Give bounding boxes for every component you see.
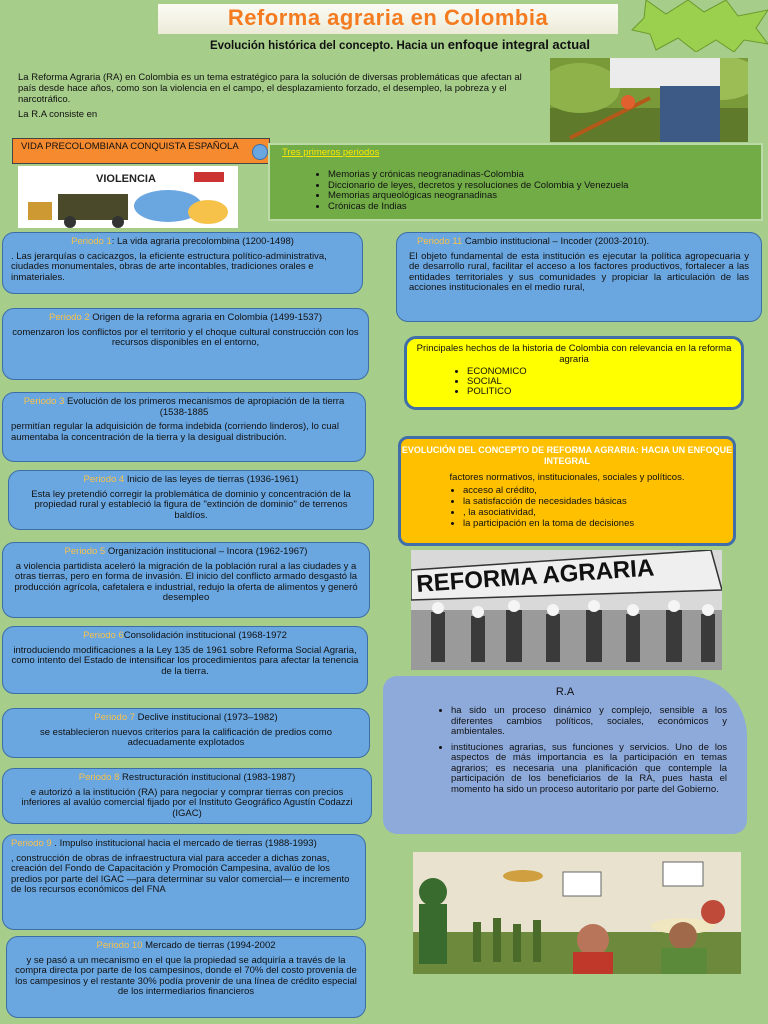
ra-box: [383, 676, 747, 834]
period-card-8: [2, 768, 372, 824]
period-card-10: [6, 936, 366, 1018]
list-item: • , la asociatividad,: [463, 507, 733, 518]
period-title: Restructuración institucional (1983-1987): [119, 772, 296, 783]
period-label: Periodo 6: [83, 630, 124, 641]
list-item: • Diccionario de leyes, decretos y resoluciones de Colombia y Venezuela: [328, 181, 761, 192]
page-title: Reforma agraria en Colombia: [227, 5, 549, 30]
period-card-6: [2, 626, 368, 694]
period-text: a violencia partidista aceleró la migración de la población rural a las ciudades y a otras tierras, pero en forma de invasión. El inicio del conflicto armado desgastó la producción agrícola, cafetalera e industrial, redujo la oferta de alimentos y generó desempleo: [14, 560, 358, 603]
period-label: Periodo 9: [11, 838, 52, 849]
intro-paragraph: La Reforma Agraria (RA) en Colombia es un tema estratégico para la solución de diversas problemáticas que afectan al país desde hace años, como son la violencia en el campo, el desplazamiento forzado, el desempleo, la pobreza y el narcotráfico.: [18, 72, 522, 105]
period-label: Periodo 11: [417, 236, 463, 247]
period-label: Periodo 10: [96, 940, 143, 951]
period-title: . Impulso institucional hacia el mercado de tierras (1988-1993): [51, 838, 317, 849]
period-title: Inicio de las leyes de tierras (1936-1961): [124, 474, 299, 485]
period-title: Declive institucional (1973–1982): [135, 712, 278, 723]
subtitle-part1: Evolución histórica del concepto. Hacia un: [209, 40, 445, 52]
farmer-photo: [550, 58, 748, 142]
evolucion-heading: EVOLUCIÓN DEL CONCEPTO DE REFORMA AGRARIA: HACIA UN ENFOQUE INTEGRAL: [401, 445, 733, 466]
evolucion-intro: factores normativos, institucionales, sociales y políticos.: [449, 472, 685, 483]
era-tag-text: VIDA PRECOLOMBIANA CONQUISTA ESPAÑOLA: [21, 141, 239, 152]
period-text: , construcción de obras de infraestructura vial para acceder a dichas zonas, creación del Fondo de Capacitación y Promoción Campesina, avalúo de los predios por parte del IGAC —para determinar su valor comercial— e incremento de los recursos económicos del FNA: [11, 852, 350, 895]
violencia-illustration: [18, 166, 238, 228]
subtitle: [60, 37, 740, 52]
period-label: Periodo 7: [94, 712, 136, 723]
period-label: Periodo 2: [48, 312, 90, 323]
period-text: introduciendo modificaciones a la Ley 135 de 1961 sobre Reforma Social Agraria, como intento del Estado de intensificar los procedimientos para afectar la tenencia de la tierra.: [11, 644, 359, 677]
period-text: . Las jerarquías o cacicazgos, la eficiente estructura político-administrativa, ciudades monumentales, obras de arte incontables, tradiciones orales e inmateriales.: [11, 250, 327, 283]
period-card-9: [2, 834, 366, 930]
connector-dot: [252, 144, 268, 160]
period-card-2: [2, 308, 369, 380]
period-text: se establecieron nuevos criterios para la calificación de predios como adecuadamente explotados: [39, 726, 332, 748]
period-title: Organización institucional – Incora (1962-1967): [105, 546, 308, 557]
hechos-heading: Principales hechos de la historia de Colombia con relevancia en la reforma agraria: [416, 343, 732, 365]
period-card-4: [8, 470, 374, 530]
period-title: : La vida agraria precolombina (1200-1498): [111, 236, 294, 247]
banner-text: REFORMA AGRARIA: [415, 554, 656, 598]
list-item: • Memorias y crónicas neogranadinas-Colombia: [328, 170, 761, 181]
evolucion-box: [398, 436, 736, 546]
period-text: Esta ley pretendió corregir la problemática de dominio y concentración de la propiedad rural y estableció la figura de "extinción de dominio" de terrenos baldíos.: [31, 488, 351, 521]
period-card-7: [2, 708, 370, 758]
intro-text: [18, 72, 538, 124]
sources-box: [268, 143, 763, 221]
period-text: y se pasó a un mecanismo en el que la propiedad se adquiría a través de la compra directa por parte de los campesinos, donde el 70% del costo provenía de los campesinos y el restante 30% podía provenir de una línea de crédito especial de los intermediarios financieros: [15, 954, 357, 997]
period-title: Mercado de tierras (1994-2002: [142, 940, 276, 951]
violencia-word: VIOLENCIA: [96, 173, 156, 185]
period-title: Origen de la reforma agraria en Colombia (1499-1537): [89, 312, 323, 323]
period-text: permitían regular la adquisición de forma indebida (corriendo linderos), lo cual aumentaba la concentración de la tierra y la desigual distribución.: [11, 421, 339, 443]
title-banner: [158, 4, 618, 34]
hechos-list: [407, 367, 741, 397]
list-item: • POLITICO: [467, 387, 741, 397]
period-label: Periodo 1: [71, 236, 112, 247]
list-item: • ECONOMICO: [467, 367, 741, 377]
ra-list: [383, 706, 727, 795]
list-item: • Crónicas de Indias: [328, 202, 761, 213]
period-text: e autorizó a la institución (RA) para negociar y comprar tierras con precios inferiores al avalúo comercial fijado por el Instituto Geográfico Agustín Codazzi (IGAC): [21, 786, 353, 819]
period-card-11: [396, 232, 762, 322]
list-item: • ha sido un proceso dinámico y complejo, sensible a los diferentes cambios políticos, sociales, económicos y ambientales.: [451, 706, 727, 738]
reforma-agraria-protest-photo: [411, 550, 722, 670]
period-card-3: [2, 392, 366, 462]
list-item: • la satisfacción de necesidades básicas: [463, 496, 733, 507]
list-item: • instituciones agrarias, sus funciones y servicios. Uno de los aspectos de más importancia es la participación en temas agrarios; es necesaria una planificación que contemple la participación de los beneficiarios de la RA, pues hasta el momento ha sido un proceso autoritario por parte del Gobierno.: [451, 743, 727, 796]
sources-heading: Tres primeros periodos: [282, 147, 380, 158]
ra-heading: R.A: [555, 686, 575, 698]
list-item: • SOCIAL: [467, 377, 741, 387]
subtitle-part2: enfoque integral actual: [447, 37, 591, 52]
evolucion-list: [401, 485, 733, 529]
period-card-1: [2, 232, 363, 294]
list-item: • la participación en la toma de decisiones: [463, 518, 733, 529]
period-title: Evolución de los primeros mecanismos de apropiación de la tierra (1538-1885: [64, 396, 345, 418]
period-title: Cambio institucional – Incoder (2003-2010).: [462, 236, 650, 247]
intro-lead: La R.A consiste en: [18, 109, 98, 120]
era-tag: [12, 138, 270, 164]
period-label: Periodo 4: [83, 474, 125, 485]
period-label: Periodo 5: [64, 546, 106, 557]
list-item: • acceso al crédito,: [463, 485, 733, 496]
sources-list: [270, 170, 761, 212]
hechos-box: [404, 336, 744, 410]
list-item: • Memorias arqueológicas neogranadinas: [328, 191, 761, 202]
period-label: Periodo 3: [23, 396, 65, 407]
period-text: comenzaron los conflictos por el territorio y el choque cultural construcción con los recursos disponibles en el entorno,: [12, 326, 359, 348]
period-text: El objeto fundamental de esta institución es ejecutar la política agropecuaria y de desarrollo rural, facilitar el acceso a los factores productivos, fortalecer a las entidades territoriales y sus comunidades y propiciar la articulación de las acciones institucionales en el medio rural,: [409, 250, 749, 293]
period-label: Periodo 8: [78, 772, 120, 783]
period-title: Consolidación institucional (1968-1972: [123, 630, 287, 641]
farmers-illustration: [413, 852, 741, 974]
period-card-5: [2, 542, 370, 618]
